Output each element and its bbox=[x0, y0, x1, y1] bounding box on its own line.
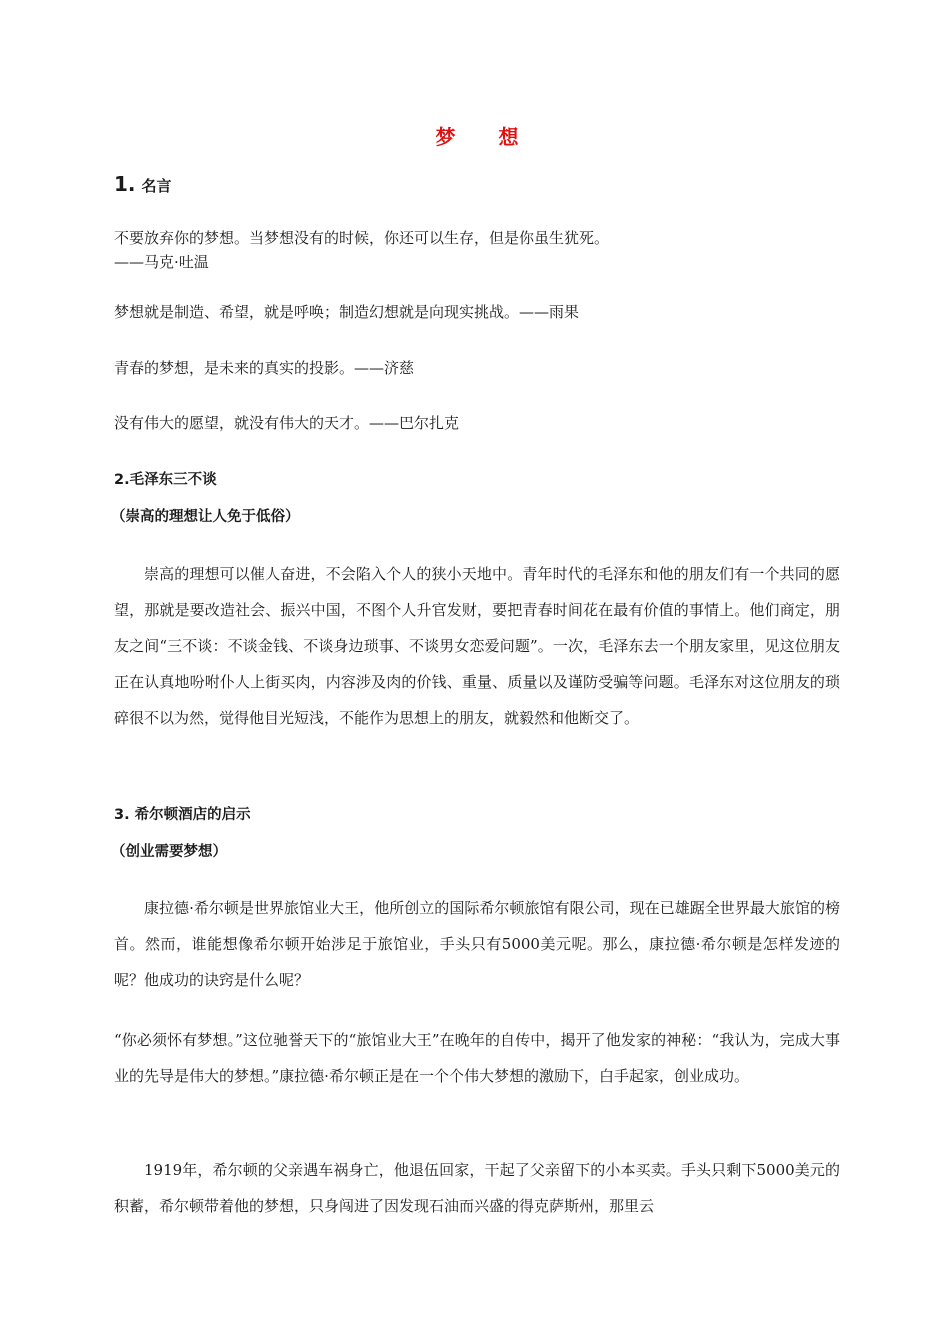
quote-1-text: 不要放弃你的梦想。当梦想没有的时候，你还可以生存，但是你虽生犹死。 bbox=[114, 229, 610, 247]
document-title: 梦 想 bbox=[435, 125, 537, 149]
section1-number: 1. bbox=[114, 172, 136, 196]
section2-subheading: （崇高的理想让人免于低俗） bbox=[111, 509, 300, 525]
quote-3: 青春的梦想，是未来的真实的投影。——济慈 bbox=[114, 359, 415, 377]
quote-1 bbox=[114, 226, 840, 274]
section3-subheading: （创业需要梦想） bbox=[111, 844, 227, 860]
quote-4: 没有伟大的愿望，就没有伟大的天才。——巴尔扎克 bbox=[114, 414, 460, 432]
section3-paragraph-3: 1919年，希尔顿的父亲遇车祸身亡，他退伍回家，干起了父亲留下的小本买卖。手头只剩下5000美元的积蓄，希尔顿带着他的梦想，只身闯进了因发现石油而兴盛的得克萨斯州，那里云 bbox=[114, 1161, 840, 1215]
section2-heading: 2.毛泽东三不谈 bbox=[114, 472, 217, 488]
section1-heading-text: 名言 bbox=[141, 177, 172, 195]
section3-paragraph-2: “你必须怀有梦想。”这位驰誉天下的“旅馆业大王”在晚年的自传中，揭开了他发家的神秘：“我认为，完成大事业的先导是伟大的梦想。”康拉德·希尔顿正是在一个个伟大梦想的激励下，白手起家，创业成功。 bbox=[114, 1031, 840, 1085]
section1-heading bbox=[114, 170, 172, 200]
quote-2: 梦想就是制造、希望，就是呼唤；制造幻想就是向现实挑战。——雨果 bbox=[114, 303, 580, 321]
quote-1-author: ——马克·吐温 bbox=[114, 253, 209, 271]
section2-paragraph: 崇高的理想可以催人奋进，不会陷入个人的狭小天地中。青年时代的毛泽东和他的朋友们有一个共同的愿望，那就是要改造社会、振兴中国，不图个人升官发财，要把青春时间花在最有价值的事情上。他们商定，朋友之间“三不谈：不谈金钱、不谈身边琐事、不谈男女恋爱问题”。一次，毛泽东去一个朋友家里，见这位朋友正在认真地吩咐仆人上街买肉，内容涉及肉的价钱、重量、质量以及谨防受骗等问题。毛泽东对这位朋友的琐碎很不以为然，觉得他目光短浅，不能作为思想上的朋友，就毅然和他断交了。 bbox=[114, 565, 840, 727]
section3-paragraph-1: 康拉德·希尔顿是世界旅馆业大王，他所创立的国际希尔顿旅馆有限公司，现在已雄踞全世界最大旅馆的榜首。然而，谁能想像希尔顿开始涉足于旅馆业，手头只有5000美元呢。那么，康拉德·希尔顿是怎样发迹的呢？他成功的诀窍是什么呢？ bbox=[114, 899, 840, 989]
section3-heading: 3. 希尔顿酒店的启示 bbox=[114, 807, 251, 823]
